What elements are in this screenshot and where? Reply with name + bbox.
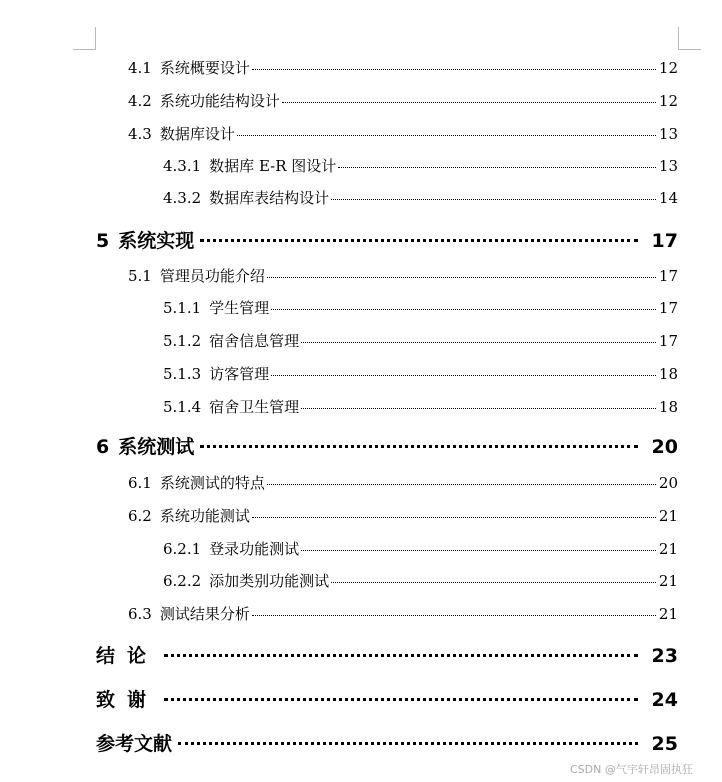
toc-page-number: 21 bbox=[658, 572, 678, 590]
dot-leader bbox=[252, 516, 656, 518]
toc-chapter-entry bbox=[96, 641, 678, 668]
toc-title: 系统概要设计 bbox=[159, 59, 250, 77]
toc-number: 5.1.3 bbox=[163, 365, 202, 383]
toc-page-number: 25 bbox=[651, 733, 678, 755]
toc-number: 6.2 bbox=[128, 507, 152, 525]
dot-leader bbox=[252, 68, 656, 70]
toc-number: 4.3 bbox=[128, 125, 152, 143]
toc-page-number: 17 bbox=[651, 230, 678, 252]
toc-entry bbox=[128, 57, 678, 78]
dot-leader bbox=[301, 341, 656, 343]
dot-leader bbox=[267, 483, 656, 485]
toc-title: 数据库表结构设计 bbox=[209, 189, 330, 207]
toc-page-number: 20 bbox=[651, 436, 678, 458]
crop-mark-right bbox=[678, 27, 701, 50]
toc-page-number: 17 bbox=[658, 332, 678, 350]
toc-page-number: 17 bbox=[658, 267, 678, 285]
toc-page-number: 21 bbox=[658, 507, 678, 525]
toc-number: 5.1.1 bbox=[163, 299, 202, 317]
toc-number: 5 bbox=[96, 230, 110, 252]
dot-leader bbox=[338, 166, 656, 168]
toc-chapter-entry bbox=[96, 226, 678, 253]
toc-title: 宿舍信息管理 bbox=[209, 332, 300, 350]
toc-title: 系统测试 bbox=[118, 436, 195, 458]
toc-title: 系统功能结构设计 bbox=[159, 92, 280, 110]
dot-leader bbox=[301, 407, 656, 409]
toc-title: 系统实现 bbox=[118, 230, 195, 252]
toc-title: 管理员功能介绍 bbox=[159, 267, 265, 285]
toc-entry bbox=[163, 363, 678, 384]
toc-entry bbox=[128, 123, 678, 144]
toc-chapter-entry bbox=[96, 729, 678, 756]
toc-number: 4.1 bbox=[128, 59, 152, 77]
toc-entry bbox=[128, 505, 678, 526]
toc-entry bbox=[163, 155, 678, 176]
toc-chapter-entry bbox=[96, 432, 678, 459]
toc-page-number: 24 bbox=[651, 689, 678, 711]
toc-page-number: 20 bbox=[658, 474, 678, 492]
toc-page-number: 21 bbox=[658, 540, 678, 558]
toc-title: 宿舍卫生管理 bbox=[209, 398, 300, 416]
toc-number: 5.1 bbox=[128, 267, 152, 285]
toc-page-number: 21 bbox=[658, 605, 678, 623]
toc-number: 6 bbox=[96, 436, 110, 458]
toc-title: 系统测试的特点 bbox=[159, 474, 265, 492]
toc-title: 参考文献 bbox=[96, 733, 173, 755]
toc-title: 致谢 bbox=[96, 689, 159, 711]
dot-leader bbox=[267, 276, 656, 278]
toc-number: 5.1.2 bbox=[163, 332, 202, 350]
toc-page-number: 12 bbox=[658, 59, 678, 77]
toc-title: 添加类别功能测试 bbox=[209, 572, 330, 590]
toc-page-number: 14 bbox=[658, 189, 678, 207]
toc-title: 访客管理 bbox=[209, 365, 270, 383]
toc-entry bbox=[163, 187, 678, 208]
dot-leader bbox=[282, 101, 656, 103]
crop-mark-left bbox=[73, 27, 96, 50]
toc-number: 4.2 bbox=[128, 92, 152, 110]
toc-entry bbox=[163, 570, 678, 591]
toc-page-number: 18 bbox=[658, 398, 678, 416]
toc-title: 登录功能测试 bbox=[209, 540, 300, 558]
toc-page-number: 18 bbox=[658, 365, 678, 383]
dot-leader bbox=[164, 697, 638, 701]
toc-entry bbox=[128, 472, 678, 493]
dot-leader bbox=[178, 741, 638, 745]
dot-leader bbox=[164, 653, 638, 657]
dot-leader bbox=[331, 198, 656, 200]
toc-number: 6.3 bbox=[128, 605, 152, 623]
dot-leader bbox=[237, 134, 656, 136]
toc-title: 数据库设计 bbox=[159, 125, 235, 143]
toc-chapter-entry bbox=[96, 685, 678, 712]
toc-entry bbox=[163, 538, 678, 559]
dot-leader bbox=[252, 614, 656, 616]
toc-entry bbox=[163, 297, 678, 318]
toc-page-number: 23 bbox=[651, 645, 678, 667]
dot-leader bbox=[331, 581, 656, 583]
toc-title: 结论 bbox=[96, 645, 159, 667]
dot-leader bbox=[200, 238, 637, 242]
toc-page-number: 13 bbox=[658, 125, 678, 143]
dot-leader bbox=[301, 549, 656, 551]
toc-title: 学生管理 bbox=[209, 299, 270, 317]
dot-leader bbox=[271, 374, 656, 376]
toc-number: 6.1 bbox=[128, 474, 152, 492]
toc-page-number: 13 bbox=[658, 157, 678, 175]
toc-title: 数据库 E-R 图设计 bbox=[209, 157, 337, 175]
toc-number: 4.3.2 bbox=[163, 189, 202, 207]
toc-entry bbox=[128, 265, 678, 286]
toc-number: 6.2.1 bbox=[163, 540, 202, 558]
toc-entry bbox=[128, 90, 678, 111]
toc-number: 6.2.2 bbox=[163, 572, 202, 590]
toc-title: 系统功能测试 bbox=[159, 507, 250, 525]
toc-entry bbox=[163, 396, 678, 417]
toc-entry bbox=[163, 330, 678, 351]
toc-title: 测试结果分析 bbox=[159, 605, 250, 623]
dot-leader bbox=[271, 308, 656, 310]
toc-entry bbox=[128, 603, 678, 624]
toc-number: 4.3.1 bbox=[163, 157, 202, 175]
watermark: CSDN @气宇轩昂固执狂 bbox=[570, 763, 693, 776]
toc-number: 5.1.4 bbox=[163, 398, 202, 416]
toc-page-number: 17 bbox=[658, 299, 678, 317]
dot-leader bbox=[200, 444, 637, 448]
toc-page-number: 12 bbox=[658, 92, 678, 110]
